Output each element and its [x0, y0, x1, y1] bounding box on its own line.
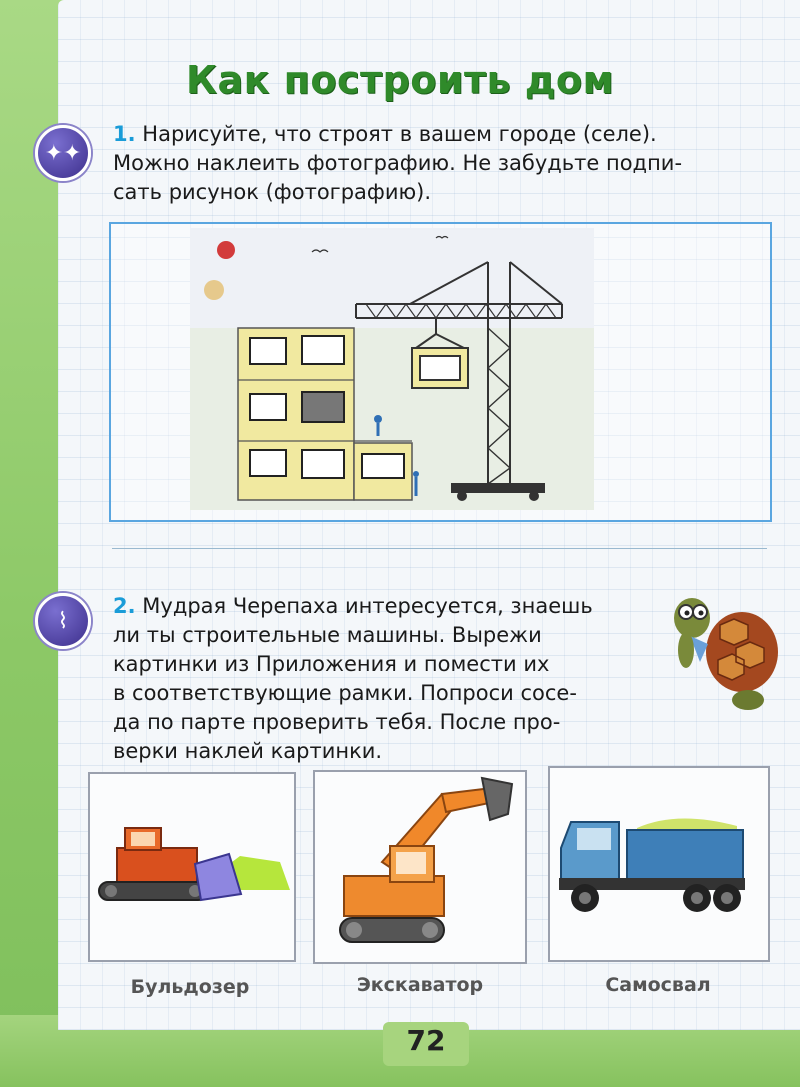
dump-truck-icon [555, 808, 760, 918]
task1-line-2: Можно наклеить фотографию. Не забудьте подпи- [113, 151, 683, 175]
task1-badge [35, 125, 91, 181]
caption-dump-truck: Самосвал [605, 974, 711, 996]
stars-icon: ✦✦ [44, 140, 82, 165]
turtle-icon [660, 590, 785, 715]
task2-text [113, 592, 643, 766]
bulldozer-icon [95, 820, 290, 920]
task1-line-3: сать рисунок (фотографию). [113, 180, 432, 204]
sun-drawing [217, 241, 235, 259]
task1-number: 1. [113, 122, 136, 146]
section-divider [112, 548, 767, 549]
sticker-dot [204, 280, 224, 300]
construction-drawing [190, 228, 594, 510]
caption-bulldozer: Бульдозер [130, 976, 250, 998]
task2-line-1: Мудрая Черепаха интересуется, знаешь [142, 594, 593, 618]
task2-line-6: верки наклей картинки. [113, 739, 383, 763]
task1-text [113, 120, 768, 207]
task2-line-5: да по парте проверить тебя. После про- [113, 710, 561, 734]
paperclip-icon: ⌇ [57, 608, 69, 633]
page-number: 72 [406, 1024, 446, 1057]
task2-badge [35, 593, 91, 649]
task2-line-4: в соответствующие рамки. Попроси сосе- [113, 681, 577, 705]
page-title: Как построить дом [185, 58, 615, 102]
excavator-icon [330, 770, 520, 955]
task1-line-1: Нарисуйте, что строят в вашем городе (селе). [142, 122, 657, 146]
task2-line-3: картинки из Приложения и помести их [113, 652, 550, 676]
task2-number: 2. [113, 594, 136, 618]
task2-line-2: ли ты строительные машины. Вырежи [113, 623, 542, 647]
caption-excavator: Экскаватор [356, 974, 484, 996]
